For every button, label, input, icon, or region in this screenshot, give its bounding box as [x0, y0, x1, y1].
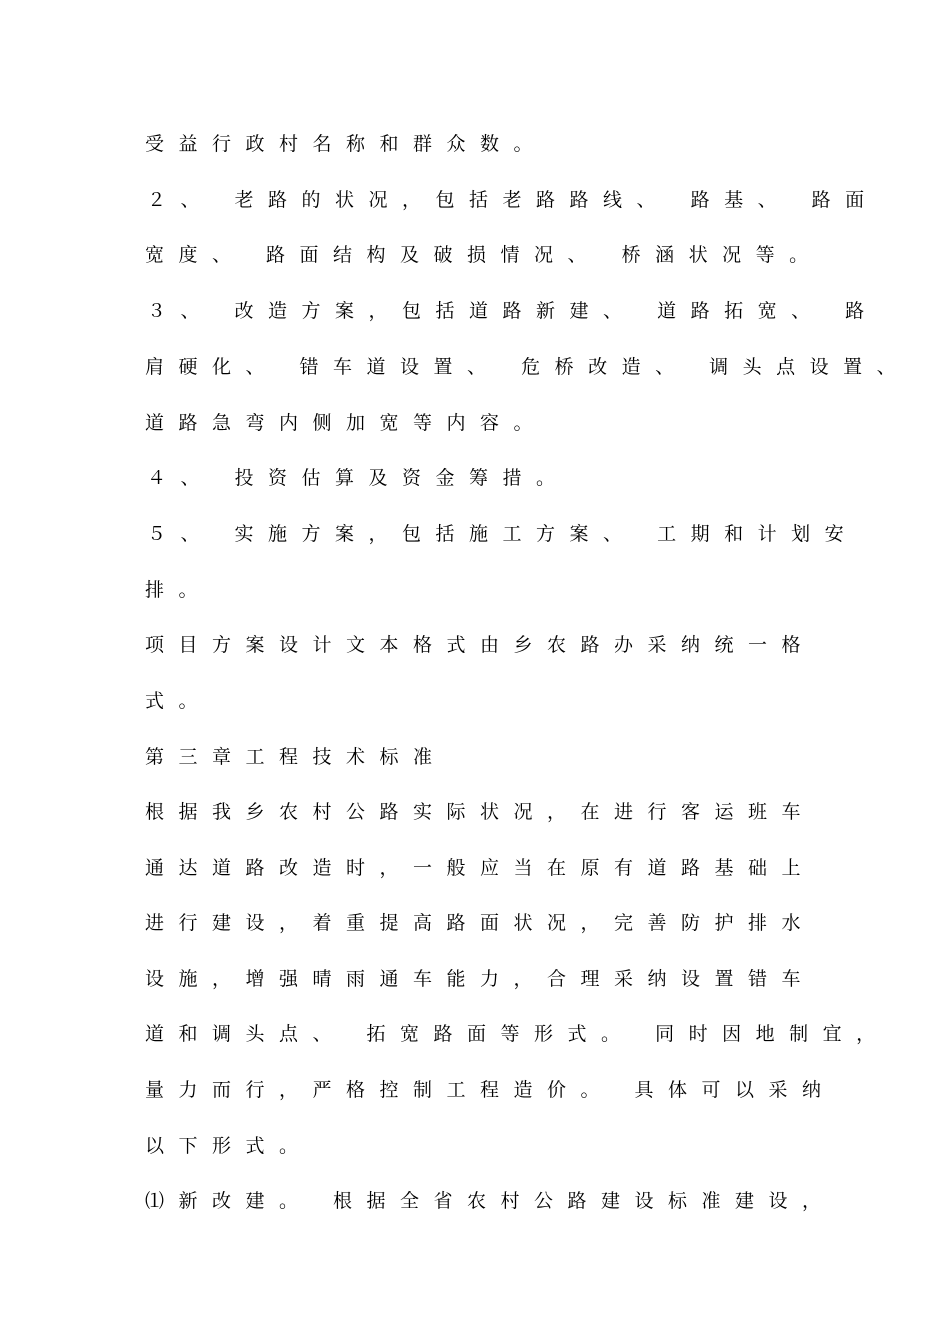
text-line: 设施，增强晴雨通车能力，合理采纳设置错车 [145, 968, 816, 990]
chapter-heading: 第三章工程技术标准 [145, 746, 447, 768]
text-line: 根据我乡农村公路实际状况，在进行客运班车 [145, 801, 816, 823]
text-line: 道和调头点、 拓宽路面等形式。 同时因地制宜， [145, 1023, 890, 1045]
text-line: 进行建设，着重提高路面状况，完善防护排水 [145, 912, 816, 934]
text-line: 宽度、 路面结构及破损情况、 桥涵状况等。 [145, 244, 823, 266]
text-line: 肩硬化、 错车道设置、 危桥改造、 调头点设置、 [145, 356, 911, 378]
text-line: ３、 改造方案，包括道路新建、 道路拓宽、 路 [147, 300, 879, 322]
text-line: 道路急弯内侧加宽等内容。 [145, 412, 548, 434]
text-line: 受益行政村名称和群众数。 [145, 133, 548, 155]
text-line: 量力而行，严格控制工程造价。 具体可以采纳 [145, 1079, 836, 1101]
text-line: ２、 老路的状况，包括老路路线、 路基、 路面 [147, 189, 879, 211]
text-line: ４、 投资估算及资金筹措。 [147, 467, 570, 489]
text-line: ５、 实施方案，包括施工方案、 工期和计划安 [147, 523, 859, 545]
text-line: 排。 [145, 579, 213, 601]
text-line: 式。 [145, 690, 213, 712]
text-line: ⑴新改建。 根据全省农村公路建设标准建设， [145, 1190, 836, 1212]
text-line: 以下形式。 [145, 1135, 313, 1157]
text-line: 项目方案设计文本格式由乡农路办采纳统一格 [145, 634, 816, 656]
text-line: 通达道路改造时，一般应当在原有道路基础上 [145, 857, 816, 879]
